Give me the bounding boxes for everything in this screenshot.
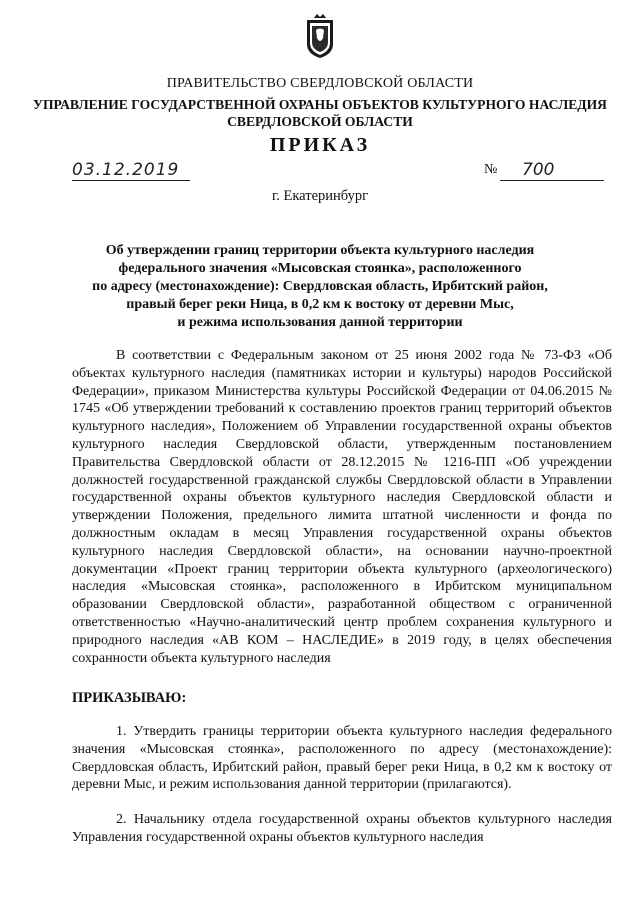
order-number-label: № [484, 162, 498, 177]
heading-line-1: Об утверждении границ территории объекта культурного наследия [105, 243, 535, 258]
preamble-paragraph: В соответствии с Федеральным законом от 25 июня 2002 года № 73-ФЗ «Об объектах культурного наследия (памятниках истории и культуры) народов Российской Федерации», приказом Министерства культуры Российской Федерации от 04.06.2015 № 1745 «Об утверждении требований к составлению проектов границ территорий объектов культурного наследия», Положением об Управлении государственной охраны объектов культурного наследия Свердловской области, утвержденным постановлением Правительства Свердловской области от 28.12.2015 № 1216-ПП «Об учреждении должностей государственной гражданской службы Свердловской области в Управлении государственной охраны объектов культурного наследия Свердловской области и утверждении Положения, предельного лимита штатной численности и фонда по должностным окладам в месяц Управления государственной охраны объектов культурного наследия Свердловской области», на основании научно-проектной документации «Проект границ территории объекта культурного (археологического) наследия «Мысовская стоянка», расположенного в Ирбитском муниципальном образовании Свердловской области», разработанной обществом с ограниченной ответственностью «Научно-аналитический центр проблем сохранения культурного и природного наследия «АВ КОМ – НАСЛЕДИЕ» в 2019 году, в целях обеспечения сохранности объекта культурного наследия [72, 348, 612, 666]
sverdlovsk-coat-of-arms-icon [303, 14, 337, 60]
order-heading [0, 242, 640, 332]
heading-line-3: по адресу (местонахождение): Свердловская область, Ирбитский район, [92, 279, 548, 294]
government-name: ПРАВИТЕЛЬСТВО СВЕРДЛОВСКОЙ ОБЛАСТИ [166, 76, 474, 91]
document-type: ПРИКАЗ [269, 134, 371, 156]
department-line-2: СВЕРДЛОВСКОЙ ОБЛАСТИ [227, 114, 413, 129]
heading-line-5: и режима использования данной территории [177, 315, 463, 330]
order-item-2: 2. Начальнику отдела государственной охраны объектов культурного наследия Управления государственной охраны объектов культурного наследия [72, 812, 612, 845]
order-word: ПРИКАЗЫВАЮ: [72, 690, 187, 706]
heading-line-4: правый берег реки Ница, в 0,2 км к востоку от деревни Мыс, [126, 297, 514, 312]
department-name [0, 96, 640, 130]
heading-line-2: федерального значения «Мысовская стоянка», расположенного [118, 261, 522, 276]
order-item-1: 1. Утвердить границы территории объекта культурного наследия федерального значения «Мысовская стоянка», расположенного по адресу (местонахождение): Свердловская область, Ирбитский район, правый берег реки Ница, в 0,2 км к востоку от деревни Мыс, и режим использования данной территории (прилагаются). [72, 724, 612, 793]
order-date: 03.12.2019 [72, 160, 190, 181]
city: г. Екатеринбург [271, 188, 369, 204]
department-line-1: УПРАВЛЕНИЕ ГОСУДАРСТВЕННОЙ ОХРАНЫ ОБЪЕКТОВ КУЛЬТУРНОГО НАСЛЕДИЯ [32, 97, 608, 112]
order-number: 700 [500, 160, 604, 181]
